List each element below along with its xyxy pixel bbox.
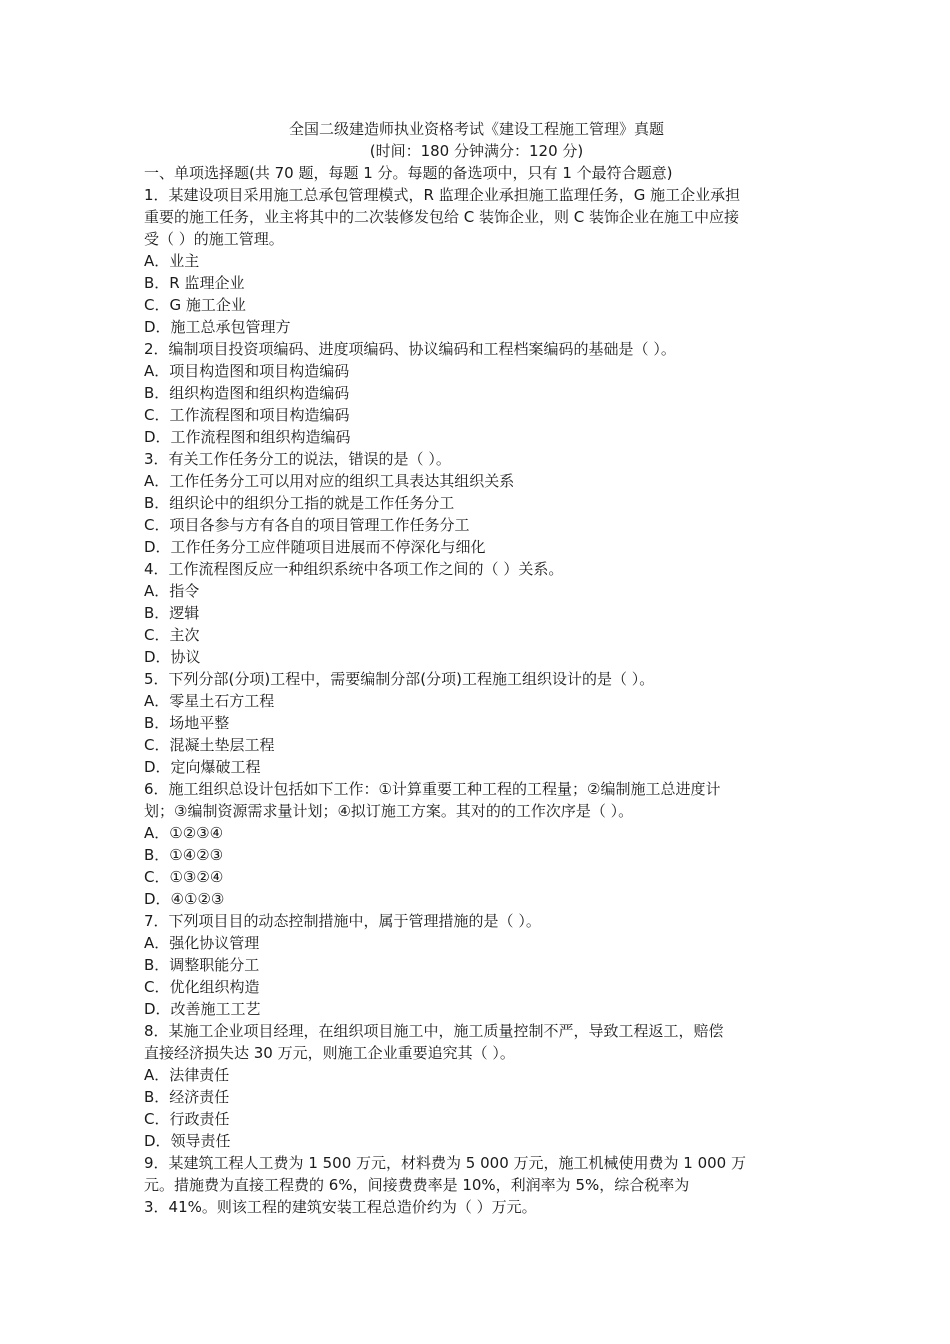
answer-option: B．R 监理企业 — [144, 274, 245, 292]
answer-option: B．场地平整 — [144, 714, 230, 732]
answer-option: A．业主 — [144, 252, 200, 270]
question-stem-line: 9．某建筑工程人工费为 1 500 万元，材料费为 5 000 万元，施工机械使用费为 1 000 万 — [144, 1154, 746, 1172]
question-item — [144, 558, 809, 668]
answer-option: C．行政责任 — [144, 1110, 230, 1128]
answer-option: C．混凝土垫层工程 — [144, 736, 275, 754]
question-stem-line: 受（ ）的施工管理。 — [144, 230, 284, 248]
question-stem-line: 7．下列项目目的动态控制措施中，属于管理措施的是（ ）。 — [144, 912, 541, 930]
question-stem-line: 8．某施工企业项目经理，在组织项目施工中，施工质量控制不严，导致工程返工，赔偿 — [144, 1022, 724, 1040]
answer-option: A．指令 — [144, 582, 200, 600]
answer-option: A．工作任务分工可以用对应的组织工具表达其组织关系 — [144, 472, 515, 490]
question-stem-line: 6．施工组织总设计包括如下工作：①计算重要工种工程的工程量；②编制施工总进度计 — [144, 780, 721, 798]
answer-option: C．主次 — [144, 626, 200, 644]
answer-option: D．协议 — [144, 648, 201, 666]
question-stem-line: 3．有关工作任务分工的说法，错误的是（ ）。 — [144, 450, 451, 468]
answer-option: C．工作流程图和项目构造编码 — [144, 406, 350, 424]
answer-option: D．定向爆破工程 — [144, 758, 261, 776]
answer-option: A．零星土石方工程 — [144, 692, 275, 710]
question-item — [144, 338, 809, 448]
question-stem-line: 直接经济损失达 30 万元，则施工企业重要追究其（ ）。 — [144, 1044, 515, 1062]
document-title: 全国二级建造师执业资格考试《建设工程施工管理》真题 — [288, 120, 664, 138]
answer-option: A．强化协议管理 — [144, 934, 260, 952]
answer-option: C．项目各参与方有各自的项目管理工作任务分工 — [144, 516, 470, 534]
answer-option: D．工作任务分工应伴随项目进展而不停深化与细化 — [144, 538, 486, 556]
question-item — [144, 778, 809, 910]
question-item — [144, 1020, 809, 1152]
question-item — [144, 910, 809, 1020]
question-item — [144, 668, 809, 778]
answer-option: D．施工总承包管理方 — [144, 318, 291, 336]
question-stem-line: 元。措施费为直接工程费的 6%，间接费费率是 10%，利润率为 5%，综合税率为 — [144, 1176, 690, 1194]
question-item — [144, 184, 809, 338]
question-stem-line: 1．某建设项目采用施工总承包管理模式，R 监理企业承担施工监理任务，G 施工企业承担 — [144, 186, 741, 204]
question-stem-line: 4．工作流程图反应一种组织系统中各项工作之间的（ ）关系。 — [144, 560, 564, 578]
answer-option: C．G 施工企业 — [144, 296, 246, 314]
answer-option: B．逻辑 — [144, 604, 200, 622]
answer-option: A．①②③④ — [144, 824, 224, 842]
answer-option: B．组织构造图和组织构造编码 — [144, 384, 350, 402]
question-item — [144, 448, 809, 558]
question-stem-line: 3．41%。则该工程的建筑安装工程总造价约为（ ）万元。 — [144, 1198, 537, 1216]
answer-option: A．法律责任 — [144, 1066, 230, 1084]
answer-option: D．领导责任 — [144, 1132, 231, 1150]
answer-option: A．项目构造图和项目构造编码 — [144, 362, 350, 380]
answer-option: B．组织论中的组织分工指的就是工作任务分工 — [144, 494, 455, 512]
question-stem-line: 2．编制项目投资项编码、进度项编码、协议编码和工程档案编码的基础是（ ）。 — [144, 340, 676, 358]
answer-option: C．优化组织构造 — [144, 978, 260, 996]
answer-option: B．①④②③ — [144, 846, 224, 864]
answer-option: D．工作流程图和组织构造编码 — [144, 428, 351, 446]
exam-time-info: (时间：180 分钟满分：120 分) — [369, 142, 584, 160]
question-stem-line: 重要的施工任务，业主将其中的二次装修发包给 C 装饰企业，则 C 装饰企业在施工中应接 — [144, 208, 740, 226]
answer-option: D．④①②③ — [144, 890, 225, 908]
question-stem-line: 划；③编制资源需求量计划；④拟订施工方案。其对的的工作次序是（ ）。 — [144, 802, 634, 820]
answer-option: D．改善施工工艺 — [144, 1000, 261, 1018]
answer-option: B．经济责任 — [144, 1088, 230, 1106]
question-stem-line: 5．下列分部(分项)工程中，需要编制分部(分项)工程施工组织设计的是（ ）。 — [144, 670, 655, 688]
question-item — [144, 1152, 809, 1218]
document-body — [144, 118, 809, 1218]
answer-option: B．调整职能分工 — [144, 956, 260, 974]
section-heading: 一、单项选择题(共 70 题，每题 1 分。每题的备选项中，只有 1 个最符合题意) — [144, 164, 673, 182]
answer-option: C．①③②④ — [144, 868, 224, 886]
question-list — [144, 184, 809, 1218]
